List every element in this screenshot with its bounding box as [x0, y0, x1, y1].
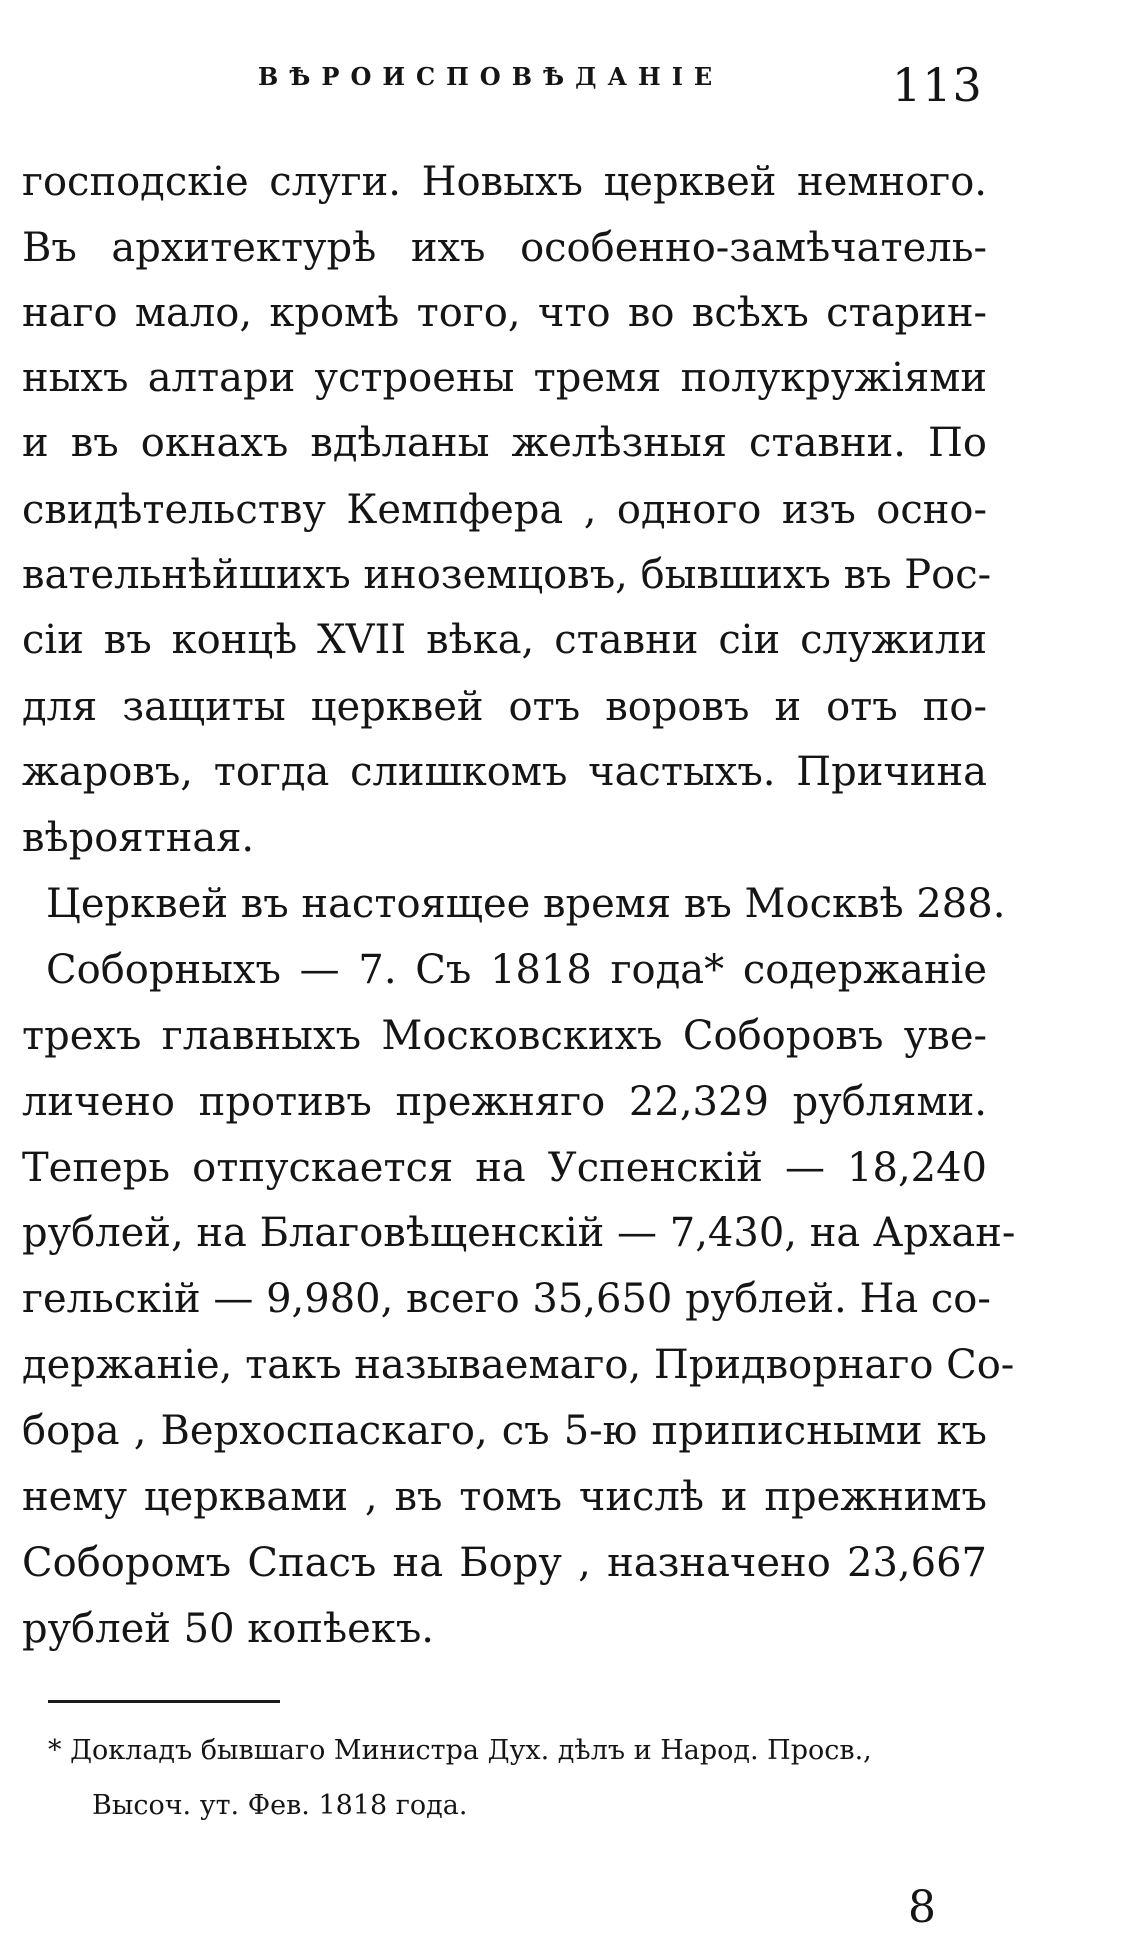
footnote-text: * Докладъ бывшаго Министра Дух. дѣлъ и Народ. Просв., — [48, 1735, 872, 1766]
text-line: держаніе, такъ называемаго, Придворнаго Со- — [22, 1342, 1015, 1388]
text-line: бора , Верхоспаскаго, съ 5-ю приписными къ — [22, 1408, 987, 1454]
text-line: Въ архитектурѣ ихъ особенно-замѣчатель- — [22, 225, 987, 271]
text-line: и въ окнахъ вдѣланы желѣзныя ставни. По — [22, 420, 987, 466]
footnote-divider — [48, 1700, 280, 1703]
running-head: ВѢРОИСПОВѢДАНІЕ — [258, 62, 724, 91]
text-line: гельскій — 9,980, всего 35,650 рублей. На со- — [22, 1276, 991, 1322]
text-line: трехъ главныхъ Московскихъ Соборовъ уве- — [22, 1013, 987, 1059]
text-line: Соборомъ Спасъ на Бору , назначено 23,667 — [22, 1540, 987, 1586]
text-line: свидѣтельству Кемпфера , одного изъ осно- — [22, 487, 987, 533]
paragraph-first-line: Церквей въ настоящее время въ Москвѣ 288. — [46, 881, 1006, 927]
text-line: нему церквами , въ томъ числѣ и прежнимъ — [22, 1474, 987, 1520]
text-line: сіи въ концѣ XVII вѣка, ставни сіи служили — [22, 617, 987, 663]
text-line: личено противъ прежняго 22,329 рублями. — [22, 1079, 987, 1125]
text-line: наго мало, кромѣ того, что во всѣхъ старин- — [22, 290, 987, 336]
text-line: ныхъ алтари устроены тремя полукружіями — [22, 355, 987, 401]
text-line: для защиты церквей отъ воровъ и отъ по- — [22, 684, 987, 730]
footnote-text: Высоч. ут. Фев. 1818 года. — [92, 1790, 468, 1821]
text-line: жаровъ, тогда слишкомъ частыхъ. Причина — [22, 749, 987, 795]
page-number: 113 — [892, 58, 983, 112]
text-line: господскіе слуги. Новыхъ церквей немного. — [22, 159, 987, 205]
text-line: рублей, на Благовѣщенскій — 7,430, на Архан- — [22, 1210, 1016, 1256]
signature-mark: 8 — [908, 1882, 936, 1933]
paragraph-first-line: Соборныхъ — 7. Съ 1818 года* содержаніе — [46, 947, 987, 993]
text-line: рублей 50 копѣекъ. — [22, 1606, 434, 1652]
text-line: вательнѣйшихъ иноземцовъ, бывшихъ въ Рос- — [22, 552, 992, 598]
text-line: Теперь отпускается на Успенскій — 18,240 — [22, 1145, 987, 1191]
text-line: вѣроятная. — [22, 815, 255, 861]
